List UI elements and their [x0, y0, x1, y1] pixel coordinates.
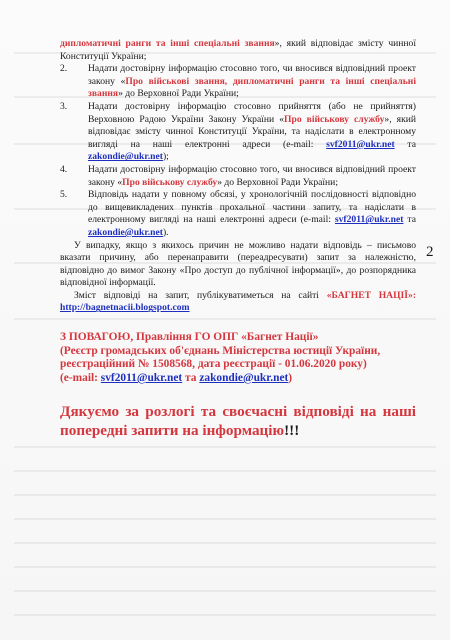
blog-link[interactable]: http://bagnetnacii.blogspot.com: [60, 302, 190, 314]
publish-paragraph: Зміст відповіді на запит, публікуватиметься на сайті «БАГНЕТ НАЦІЇ»: http://bagnetnacii.blogspot.com: [60, 289, 417, 314]
signature-line-2: (Реєстр громадських об'єднань Міністерства юстиції України, реєстраційний № 1508568, дата реєстрації - 01.06.2020 року): [60, 344, 381, 371]
bleed-line: [14, 494, 436, 496]
bleed-line: [14, 518, 436, 520]
list-item-3: 3. Надати достовірну інформацію стосовно прийняття (або не прийняття) Верховною Радою України Закону України «Про військову службу», який відповідає змісту чинної Конституції України, та надіслати в електронному вигляді на наші електронні адреси (e-mail: svf2011@ukr.net та zakondie@ukr.net);: [60, 100, 417, 163]
page-number: 2: [426, 244, 434, 260]
signature-email-svf[interactable]: svf2011@ukr.net: [100, 371, 183, 384]
email-link-svf-2[interactable]: svf2011@ukr.net: [334, 214, 404, 226]
list-item-4: 4. Надати достовірну інформацію стосовно того, чи вносився відповідний проект закону «Про військову службу» до Верховної Ради України;: [60, 163, 416, 188]
signature-line-3: (e-mail: svf2011@ukr.net та zakondie@ukr.net): [60, 371, 293, 384]
bleed-line: [14, 542, 436, 544]
list-item-5: 5. Відповідь надати у повному обсязі, у хронологічній послідовності відповідно до вищевикладених пунктів прохальної частини запиту, та надіслати в електронному вигляді на наші електронні адреси (e-mail: svf2011@ukr.net та zakondie@ukr.net).: [60, 189, 416, 238]
letter-body: [60, 38, 416, 440]
bleed-line: [14, 566, 436, 568]
signature-line-1: З ПОВАГОЮ, Правління ГО ОПГ «Багнет Нації»: [60, 331, 319, 344]
refusal-paragraph: У випадку, якщо з якихось причин не можливо надати відповідь – письмово вказати причину, або перенаправити (переадресувати) запит за належністю, відповідно до вимог Закону «Про доступ до публічної інформації», до розпорядника відповідної інформації.: [60, 239, 416, 289]
email-link-svf[interactable]: svf2011@ukr.net: [326, 138, 395, 150]
email-link-zakondie[interactable]: zakondie@ukr.net: [88, 151, 163, 163]
list-item-2: 2. Надати достовірну інформацію стосовно того, чи вносився відповідний проект закону «Про військові звання, дипломатичні ранги та інші спеціальні звання» до Верховної Ради України;: [60, 63, 416, 100]
thanks-heading: Дякуємо за розлогі та своєчасні відповіді на наші попередні запити на інформацію!!!: [60, 403, 416, 439]
bleed-line: [14, 446, 436, 448]
bleed-line: [14, 614, 436, 616]
signature-block: [60, 331, 416, 385]
signature-email-zakondie[interactable]: zakondie@ukr.net: [199, 371, 289, 384]
bleed-line: [14, 470, 436, 472]
continued-paragraph: дипломатичні ранги та інші спеціальні звання», який відповідає змісту чинної Конституції України;: [60, 38, 417, 62]
bleed-line: [14, 590, 436, 592]
email-link-zakondie-2[interactable]: zakondie@ukr.net: [88, 226, 163, 238]
